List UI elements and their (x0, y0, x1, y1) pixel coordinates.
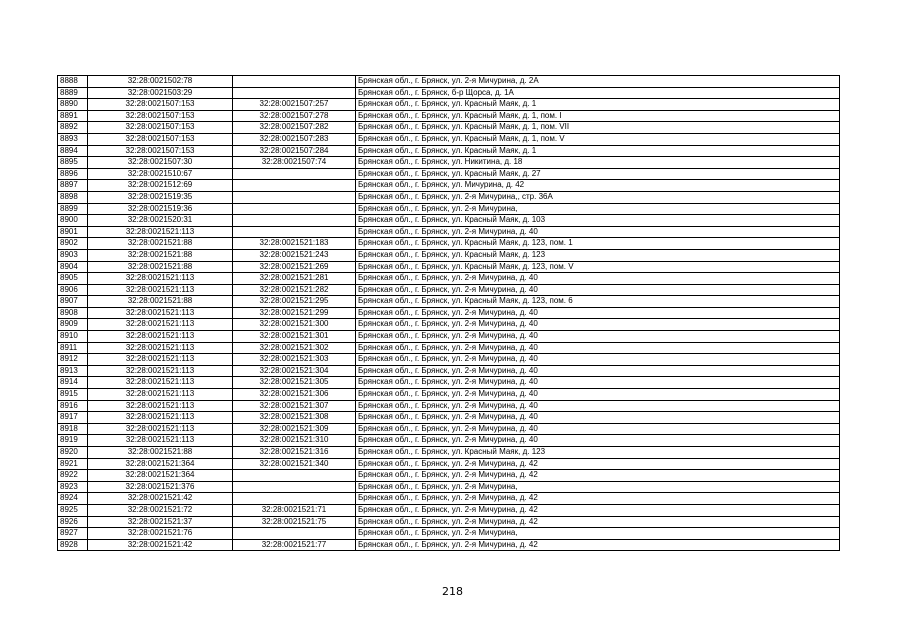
table-row (58, 470, 840, 482)
cadastral-number-cell: 32:28:0021507:153 (88, 110, 233, 122)
table-row (58, 481, 840, 493)
row-number-cell: 8899 (58, 203, 88, 215)
row-number-cell: 8904 (58, 261, 88, 273)
object-number-cell: 32:28:0021521:71 (233, 504, 356, 516)
address-cell: Брянская обл., г. Брянск, ул. 2-я Мичурина, д. 40 (356, 354, 840, 366)
cadastral-number-cell: 32:28:0021521:364 (88, 470, 233, 482)
object-number-cell: 32:28:0021521:269 (233, 261, 356, 273)
registry-table-body (58, 76, 840, 551)
address-cell: Брянская обл., г. Брянск, ул. Никитина, д. 18 (356, 157, 840, 169)
cadastral-number-cell: 32:28:0021521:376 (88, 481, 233, 493)
row-number-cell: 8901 (58, 226, 88, 238)
row-number-cell: 8909 (58, 319, 88, 331)
object-number-cell: 32:28:0021507:278 (233, 110, 356, 122)
table-row (58, 226, 840, 238)
object-number-cell: 32:28:0021521:243 (233, 249, 356, 261)
object-number-cell: 32:28:0021507:282 (233, 122, 356, 134)
address-cell: Брянская обл., г. Брянск, ул. Красный Маяк, д. 27 (356, 168, 840, 180)
row-number-cell: 8911 (58, 342, 88, 354)
cadastral-number-cell: 32:28:0021521:88 (88, 261, 233, 273)
row-number-cell: 8919 (58, 435, 88, 447)
address-cell: Брянская обл., г. Брянск, ул. Красный Маяк, д. 123, пом. 1 (356, 238, 840, 250)
object-number-cell: 32:28:0021521:299 (233, 307, 356, 319)
cadastral-number-cell: 32:28:0021520:31 (88, 215, 233, 227)
row-number-cell: 8888 (58, 76, 88, 88)
table-row (58, 284, 840, 296)
table-row (58, 412, 840, 424)
address-cell: Брянская обл., г. Брянск, ул. Красный Маяк, д. 1, пом. VII (356, 122, 840, 134)
address-cell: Брянская обл., г. Брянск, ул. 2-я Мичурина, д. 40 (356, 319, 840, 331)
table-row (58, 447, 840, 459)
address-cell: Брянская обл., г. Брянск, ул. 2-я Мичурина, д. 40 (356, 307, 840, 319)
row-number-cell: 8905 (58, 273, 88, 285)
row-number-cell: 8925 (58, 504, 88, 516)
cadastral-number-cell: 32:28:0021521:364 (88, 458, 233, 470)
address-cell: Брянская обл., г. Брянск, ул. Красный Маяк, д. 123, пом. 6 (356, 296, 840, 308)
table-row (58, 157, 840, 169)
cadastral-number-cell: 32:28:0021507:153 (88, 122, 233, 134)
cadastral-number-cell: 32:28:0021521:113 (88, 307, 233, 319)
address-cell: Брянская обл., г. Брянск, ул. 2-я Мичурина, д. 42 (356, 493, 840, 505)
row-number-cell: 8902 (58, 238, 88, 250)
cadastral-number-cell: 32:28:0021521:113 (88, 435, 233, 447)
object-number-cell: 32:28:0021521:75 (233, 516, 356, 528)
object-number-cell: 32:28:0021521:77 (233, 539, 356, 551)
cadastral-number-cell: 32:28:0021521:76 (88, 528, 233, 540)
address-cell: Брянская обл., г. Брянск, ул. 2-я Мичурина, д. 40 (356, 435, 840, 447)
object-number-cell: 32:28:0021507:283 (233, 133, 356, 145)
address-cell: Брянская обл., г. Брянск, ул. 2-я Мичурина, д. 40 (356, 400, 840, 412)
object-number-cell: 32:28:0021521:282 (233, 284, 356, 296)
table-row (58, 528, 840, 540)
table-row (58, 365, 840, 377)
address-cell: Брянская обл., г. Брянск, ул. 2-я Мичурина, д. 42 (356, 458, 840, 470)
object-number-cell (233, 528, 356, 540)
cadastral-number-cell: 32:28:0021521:88 (88, 296, 233, 308)
row-number-cell: 8922 (58, 470, 88, 482)
address-cell: Брянская обл., г. Брянск, ул. 2-я Мичурина, д. 40 (356, 226, 840, 238)
address-cell: Брянская обл., г. Брянск, ул. 2-я Мичурина, д. 42 (356, 516, 840, 528)
address-cell: Брянская обл., г. Брянск, ул. 2-я Мичурина, д. 2А (356, 76, 840, 88)
table-row (58, 516, 840, 528)
address-cell: Брянская обл., г. Брянск, ул. 2-я Мичурина, д. 40 (356, 331, 840, 343)
address-cell: Брянская обл., г. Брянск, ул. Мичурина, д. 42 (356, 180, 840, 192)
table-row (58, 76, 840, 88)
cadastral-number-cell: 32:28:0021521:113 (88, 273, 233, 285)
cadastral-number-cell: 32:28:0021521:113 (88, 331, 233, 343)
row-number-cell: 8912 (58, 354, 88, 366)
table-row (58, 180, 840, 192)
object-number-cell: 32:28:0021521:310 (233, 435, 356, 447)
object-number-cell: 32:28:0021507:257 (233, 99, 356, 111)
object-number-cell (233, 203, 356, 215)
address-cell: Брянская обл., г. Брянск, ул. 2-я Мичурина, д. 40 (356, 423, 840, 435)
row-number-cell: 8891 (58, 110, 88, 122)
row-number-cell: 8900 (58, 215, 88, 227)
row-number-cell: 8906 (58, 284, 88, 296)
cadastral-number-cell: 32:28:0021521:113 (88, 342, 233, 354)
row-number-cell: 8895 (58, 157, 88, 169)
row-number-cell: 8910 (58, 331, 88, 343)
object-number-cell (233, 226, 356, 238)
table-row (58, 493, 840, 505)
object-number-cell: 32:28:0021521:281 (233, 273, 356, 285)
address-cell: Брянская обл., г. Брянск, ул. 2-я Мичурина, (356, 481, 840, 493)
row-number-cell: 8907 (58, 296, 88, 308)
table-row (58, 133, 840, 145)
table-row (58, 191, 840, 203)
object-number-cell: 32:28:0021507:284 (233, 145, 356, 157)
object-number-cell (233, 191, 356, 203)
cadastral-number-cell: 32:28:0021521:88 (88, 249, 233, 261)
table-row (58, 331, 840, 343)
cadastral-number-cell: 32:28:0021521:113 (88, 377, 233, 389)
table-row (58, 249, 840, 261)
table-row (58, 296, 840, 308)
address-cell: Брянская обл., г. Брянск, ул. 2-я Мичурина, д. 42 (356, 539, 840, 551)
row-number-cell: 8898 (58, 191, 88, 203)
cadastral-number-cell: 32:28:0021521:113 (88, 400, 233, 412)
table-row (58, 504, 840, 516)
object-number-cell: 32:28:0021521:309 (233, 423, 356, 435)
object-number-cell: 32:28:0021521:183 (233, 238, 356, 250)
cadastral-number-cell: 32:28:0021521:113 (88, 423, 233, 435)
address-cell: Брянская обл., г. Брянск, ул. Красный Маяк, д. 123, пом. V (356, 261, 840, 273)
table-row (58, 458, 840, 470)
row-number-cell: 8923 (58, 481, 88, 493)
address-cell: Брянская обл., г. Брянск, ул. 2-я Мичурина, д. 40 (356, 412, 840, 424)
cadastral-number-cell: 32:28:0021510:67 (88, 168, 233, 180)
address-cell: Брянская обл., г. Брянск, ул. 2-я Мичурина, (356, 203, 840, 215)
address-cell: Брянская обл., г. Брянск, ул. Красный Маяк, д. 123 (356, 249, 840, 261)
cadastral-number-cell: 32:28:0021507:30 (88, 157, 233, 169)
table-row (58, 215, 840, 227)
address-cell: Брянская обл., г. Брянск, ул. 2-я Мичурина, д. 40 (356, 273, 840, 285)
row-number-cell: 8913 (58, 365, 88, 377)
row-number-cell: 8893 (58, 133, 88, 145)
object-number-cell (233, 481, 356, 493)
address-cell: Брянская обл., г. Брянск, ул. 2-я Мичурина, (356, 528, 840, 540)
row-number-cell: 8924 (58, 493, 88, 505)
object-number-cell: 32:28:0021521:302 (233, 342, 356, 354)
table-row (58, 539, 840, 551)
object-number-cell: 32:28:0021521:316 (233, 447, 356, 459)
address-cell: Брянская обл., г. Брянск, ул. 2-я Мичурина,, стр. 36А (356, 191, 840, 203)
address-cell: Брянская обл., г. Брянск, ул. Красный Маяк, д. 103 (356, 215, 840, 227)
row-number-cell: 8918 (58, 423, 88, 435)
object-number-cell: 32:28:0021521:305 (233, 377, 356, 389)
object-number-cell (233, 76, 356, 88)
cadastral-number-cell: 32:28:0021521:113 (88, 389, 233, 401)
object-number-cell: 32:28:0021521:340 (233, 458, 356, 470)
row-number-cell: 8889 (58, 87, 88, 99)
cadastral-number-cell: 32:28:0021521:42 (88, 539, 233, 551)
cadastral-number-cell: 32:28:0021502:78 (88, 76, 233, 88)
row-number-cell: 8916 (58, 400, 88, 412)
object-number-cell (233, 470, 356, 482)
table-row (58, 319, 840, 331)
row-number-cell: 8928 (58, 539, 88, 551)
row-number-cell: 8926 (58, 516, 88, 528)
row-number-cell: 8890 (58, 99, 88, 111)
cadastral-number-cell: 32:28:0021521:88 (88, 447, 233, 459)
address-cell: Брянская обл., г. Брянск, ул. Красный Маяк, д. 1 (356, 145, 840, 157)
cadastral-number-cell: 32:28:0021521:113 (88, 226, 233, 238)
object-number-cell: 32:28:0021521:295 (233, 296, 356, 308)
address-cell: Брянская обл., г. Брянск, ул. 2-я Мичурина, д. 40 (356, 284, 840, 296)
table-row (58, 354, 840, 366)
page-number: 218 (442, 585, 463, 598)
object-number-cell: 32:28:0021521:308 (233, 412, 356, 424)
table-row (58, 261, 840, 273)
table-row (58, 307, 840, 319)
registry-table (57, 75, 840, 551)
address-cell: Брянская обл., г. Брянск, ул. Красный Маяк, д. 1, пом. I (356, 110, 840, 122)
cadastral-number-cell: 32:28:0021519:36 (88, 203, 233, 215)
cadastral-number-cell: 32:28:0021521:113 (88, 354, 233, 366)
object-number-cell (233, 180, 356, 192)
cadastral-number-cell: 32:28:0021521:113 (88, 412, 233, 424)
cadastral-number-cell: 32:28:0021521:72 (88, 504, 233, 516)
object-number-cell: 32:28:0021521:307 (233, 400, 356, 412)
table-row (58, 342, 840, 354)
address-cell: Брянская обл., г. Брянск, ул. 2-я Мичурина, д. 40 (356, 377, 840, 389)
cadastral-number-cell: 32:28:0021521:88 (88, 238, 233, 250)
address-cell: Брянская обл., г. Брянск, ул. 2-я Мичурина, д. 42 (356, 504, 840, 516)
table-row (58, 203, 840, 215)
object-number-cell (233, 215, 356, 227)
address-cell: Брянская обл., г. Брянск, ул. 2-я Мичурина, д. 40 (356, 365, 840, 377)
table-row (58, 168, 840, 180)
row-number-cell: 8921 (58, 458, 88, 470)
address-cell: Брянская обл., г. Брянск, ул. Красный Маяк, д. 123 (356, 447, 840, 459)
table-row (58, 122, 840, 134)
row-number-cell: 8914 (58, 377, 88, 389)
table-row (58, 377, 840, 389)
object-number-cell (233, 493, 356, 505)
object-number-cell (233, 168, 356, 180)
cadastral-number-cell: 32:28:0021521:113 (88, 365, 233, 377)
cadastral-number-cell: 32:28:0021507:153 (88, 145, 233, 157)
cadastral-number-cell: 32:28:0021521:37 (88, 516, 233, 528)
row-number-cell: 8927 (58, 528, 88, 540)
table-row (58, 389, 840, 401)
address-cell: Брянская обл., г. Брянск, ул. 2-я Мичурина, д. 40 (356, 342, 840, 354)
cadastral-number-cell: 32:28:0021507:153 (88, 99, 233, 111)
row-number-cell: 8903 (58, 249, 88, 261)
table-row (58, 145, 840, 157)
address-cell: Брянская обл., г. Брянск, ул. 2-я Мичурина, д. 40 (356, 389, 840, 401)
address-cell: Брянская обл., г. Брянск, б-р Щорса, д. 1А (356, 87, 840, 99)
row-number-cell: 8892 (58, 122, 88, 134)
cadastral-number-cell: 32:28:0021512:69 (88, 180, 233, 192)
cadastral-number-cell: 32:28:0021521:113 (88, 284, 233, 296)
cadastral-number-cell: 32:28:0021519:35 (88, 191, 233, 203)
object-number-cell: 32:28:0021521:303 (233, 354, 356, 366)
cadastral-number-cell: 32:28:0021521:113 (88, 319, 233, 331)
object-number-cell: 32:28:0021521:300 (233, 319, 356, 331)
object-number-cell: 32:28:0021521:304 (233, 365, 356, 377)
cadastral-number-cell: 32:28:0021503:29 (88, 87, 233, 99)
object-number-cell: 32:28:0021507:74 (233, 157, 356, 169)
row-number-cell: 8915 (58, 389, 88, 401)
address-cell: Брянская обл., г. Брянск, ул. Красный Маяк, д. 1 (356, 99, 840, 111)
address-cell: Брянская обл., г. Брянск, ул. 2-я Мичурина, д. 42 (356, 470, 840, 482)
table-row (58, 99, 840, 111)
table-row (58, 110, 840, 122)
row-number-cell: 8896 (58, 168, 88, 180)
row-number-cell: 8917 (58, 412, 88, 424)
table-row (58, 423, 840, 435)
table-row (58, 400, 840, 412)
table-row (58, 87, 840, 99)
table-row (58, 273, 840, 285)
object-number-cell (233, 87, 356, 99)
table-row (58, 238, 840, 250)
row-number-cell: 8897 (58, 180, 88, 192)
cadastral-number-cell: 32:28:0021507:153 (88, 133, 233, 145)
object-number-cell: 32:28:0021521:306 (233, 389, 356, 401)
row-number-cell: 8920 (58, 447, 88, 459)
cadastral-number-cell: 32:28:0021521:42 (88, 493, 233, 505)
row-number-cell: 8894 (58, 145, 88, 157)
object-number-cell: 32:28:0021521:301 (233, 331, 356, 343)
row-number-cell: 8908 (58, 307, 88, 319)
table-row (58, 435, 840, 447)
address-cell: Брянская обл., г. Брянск, ул. Красный Маяк, д. 1, пом. V (356, 133, 840, 145)
